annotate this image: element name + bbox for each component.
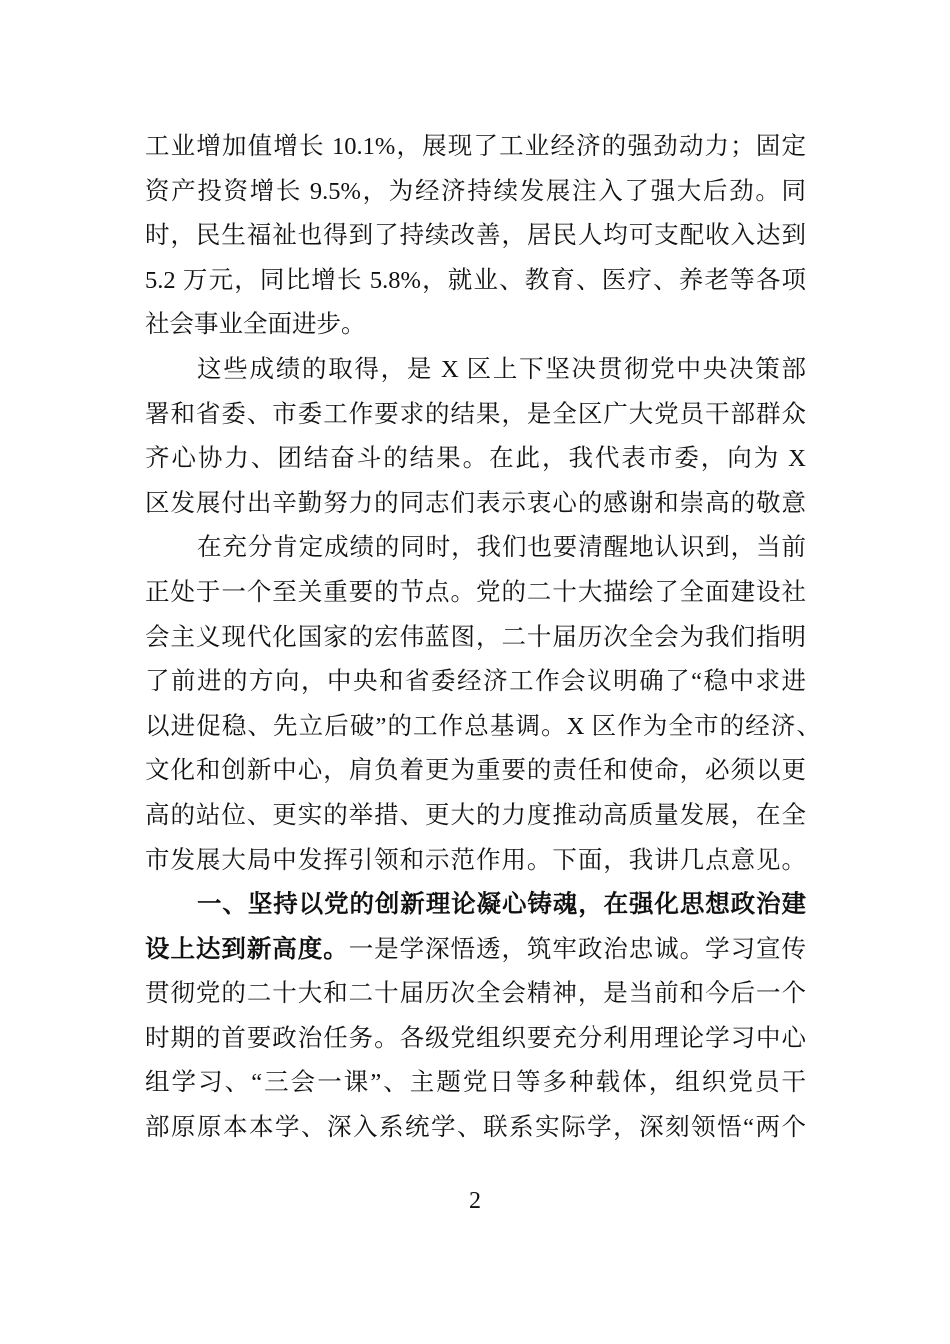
text-line: 时，民生福祉也得到了持续改善，居民人均可支配收入达到 [145,222,806,250]
text-line: 组学习、“三会一课”、主题党日等多种载体，组织党员干 [145,1069,806,1097]
text-line: 资产投资增长 9.5%，为经济持续发展注入了强大后劲。同 [145,177,806,205]
text-line: 区发展付出辛勤努力的同志们表示衷心的感谢和崇高的敬意 [145,489,806,517]
text-line: 文化和创新中心，肩负着更为重要的责任和使命，必须以更 [145,757,806,785]
text-line: 工业增加值增长 10.1%，展现了工业经济的强劲动力；固定 [145,133,806,160]
text-line: 会主义现代化国家的宏伟蓝图，二十届历次全会为我们指明 [145,623,806,651]
text-line: 署和省委、市委工作要求的结果，是全区广大党员干部群众 [145,400,806,428]
section-heading-end: 设上达到新高度。 [145,935,349,963]
body-text [145,125,821,1151]
text-line: 社会事业全面进步。 [145,311,366,339]
section-heading: 一、坚持以党的创新理论凝心铸魂，在强化思想政治建 [197,891,806,919]
text-line: 了前进的方向，中央和省委经济工作会议明确了“稳中求进 [145,668,806,696]
text-line: 部原原本本学、深入系统学、联系实际学，深刻领悟“两个 [145,1114,806,1142]
text-line: 5.2 万元，同比增长 5.8%，就业、教育、医疗、养老等各项 [145,266,806,294]
text-line: 齐心协力、团结奋斗的结果。在此，我代表市委，向为 X [145,445,806,473]
page-number: 2 [469,1188,481,1214]
text-line: 贯彻党的二十大和二十届历次全会精神，是当前和今后一个 [145,980,806,1008]
text-segment: 一是学深悟透，筑牢政治忠诚。学习宣传 [348,935,807,963]
text-line: 市发展大局中发挥引领和示范作用。下面，我讲几点意见。 [145,846,806,874]
text-line: 时期的首要政治任务。各级党组织要充分利用理论学习中心 [145,1024,806,1052]
text-line: 高的站位、更实的举措、更大的力度推动高质量发展，在全 [145,801,806,829]
text-line: 在充分肯定成绩的同时，我们也要清醒地认识到，当前 [197,534,806,562]
text-line: 正处于一个至关重要的节点。党的二十大描绘了全面建设社 [145,578,806,606]
text-line: 这些成绩的取得，是 X 区上下坚决贯彻党中央决策部 [197,355,806,383]
text-line [145,928,806,973]
text-line: 以进促稳、先立后破”的工作总基调。X 区作为全市的经济、 [145,712,821,740]
